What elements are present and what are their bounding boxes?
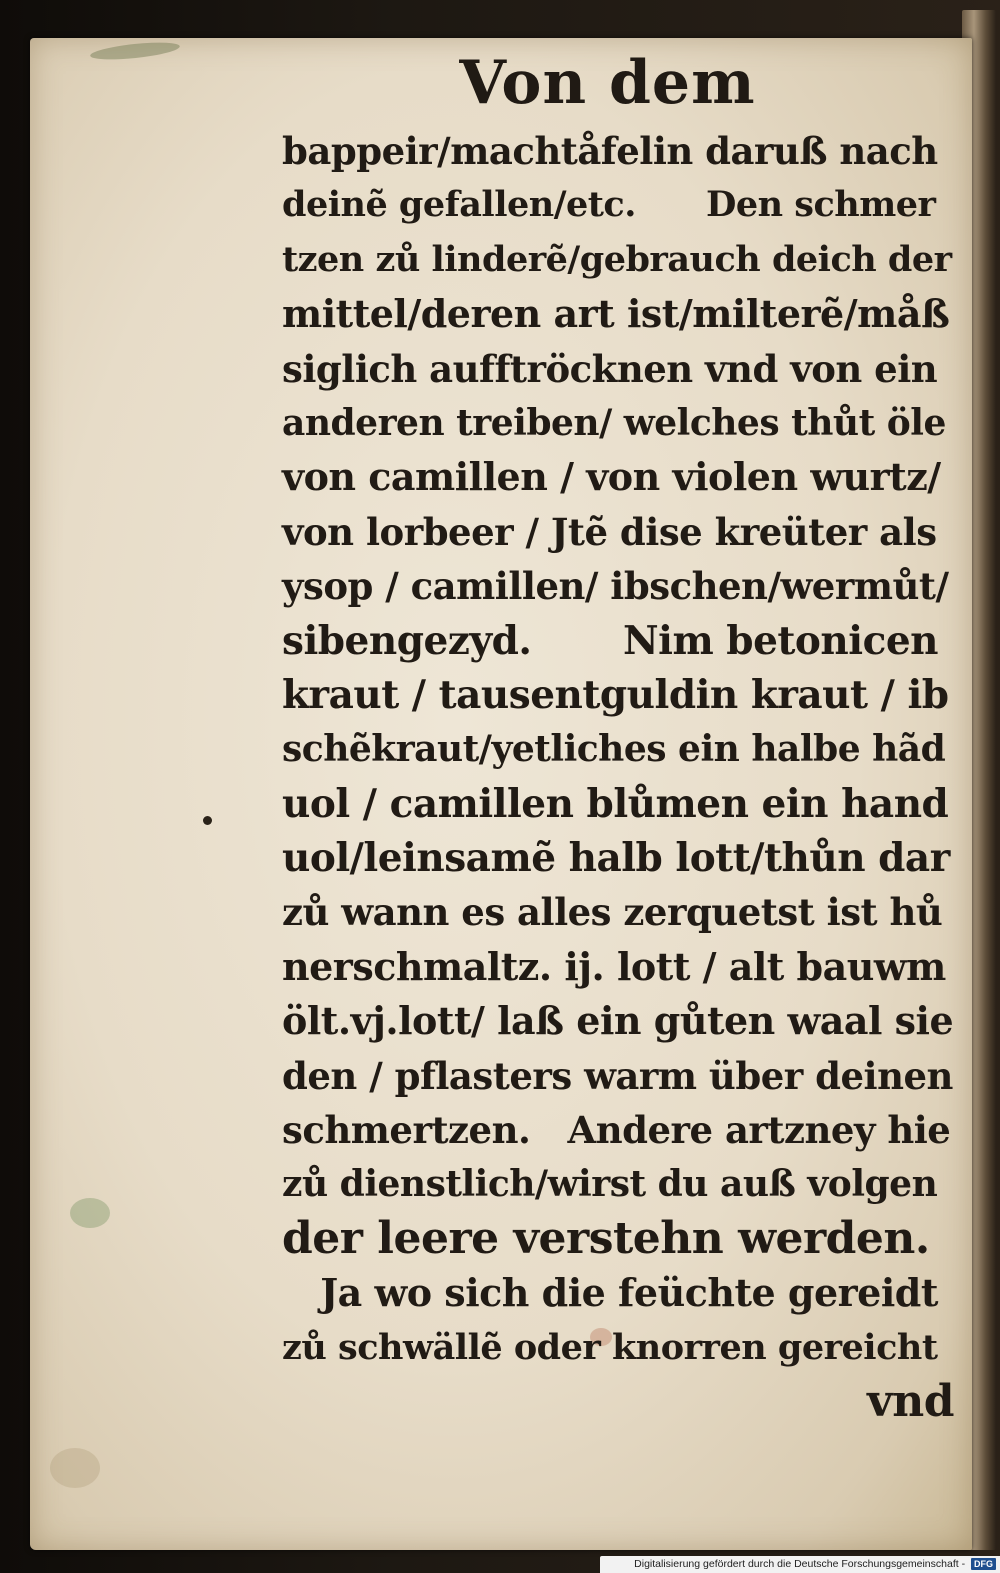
running-head: Von dem xyxy=(459,48,756,118)
body-text xyxy=(282,124,954,1429)
text-line: ölt.vj.lott/ laß ein gůten waal sie xyxy=(282,998,954,1044)
text-line: zů wann es alles zerquetst ist hů xyxy=(282,890,943,935)
text-line: zů schwällẽ oder knorren gereicht xyxy=(282,1326,938,1368)
text-line: kraut / tausentguldin kraut / ib xyxy=(282,671,949,718)
text-line: den / pflasters warm über deinen xyxy=(282,1053,953,1098)
text-line: anderen treiben/ welches thůt öle xyxy=(282,401,946,444)
page-stain xyxy=(50,1448,100,1488)
text-line: von lorbeer / Jtẽ dise kreüter als xyxy=(282,509,937,554)
text-line: von camillen / von violen wurtz/ xyxy=(282,454,941,500)
text-line: schmertzen. Andere artzney hie xyxy=(282,1108,951,1153)
text-line: zů dienstlich/wirst du auß volgen xyxy=(282,1163,938,1206)
text-line: tzen zů linderẽ/gebrauch deich der xyxy=(282,238,952,280)
text-line: bappeir/machtåfelin daruß nach xyxy=(282,129,938,173)
text-line: der leere verstehn werden. xyxy=(282,1212,930,1264)
catchword: vnd xyxy=(867,1375,954,1427)
text-line: siglich aufftröcknen vnd von ein xyxy=(282,346,938,391)
text-line: nerschmaltz. ij. lott / alt bauwm xyxy=(282,943,946,989)
digitization-credit xyxy=(600,1556,1000,1573)
credit-text: Digitalisierung gefördert durch die Deutsche Forschungsgemeinschaft - xyxy=(634,1558,966,1570)
dfg-logo-icon: DFG xyxy=(971,1558,996,1570)
text-line: sibengezyd. Nim betonicen xyxy=(282,617,938,664)
text-line: deinẽ gefallen/etc. Den schmer xyxy=(282,184,936,226)
page-stain xyxy=(70,1198,110,1228)
text-line: Ja wo sich die feüchte gereidt xyxy=(282,1270,938,1316)
text-line: ysop / camillen/ ibschen/wermůt/ xyxy=(282,564,949,609)
margin-dot xyxy=(203,816,212,825)
text-line: uol / camillen blůmen ein hand xyxy=(282,780,949,827)
text-line: mittel/deren art ist/milterẽ/måß xyxy=(282,291,950,337)
text-line: uol/leinsamẽ halb lott/thůn dar xyxy=(282,835,950,882)
text-line: schẽkraut/yetliches ein halbe hãd xyxy=(282,728,946,771)
